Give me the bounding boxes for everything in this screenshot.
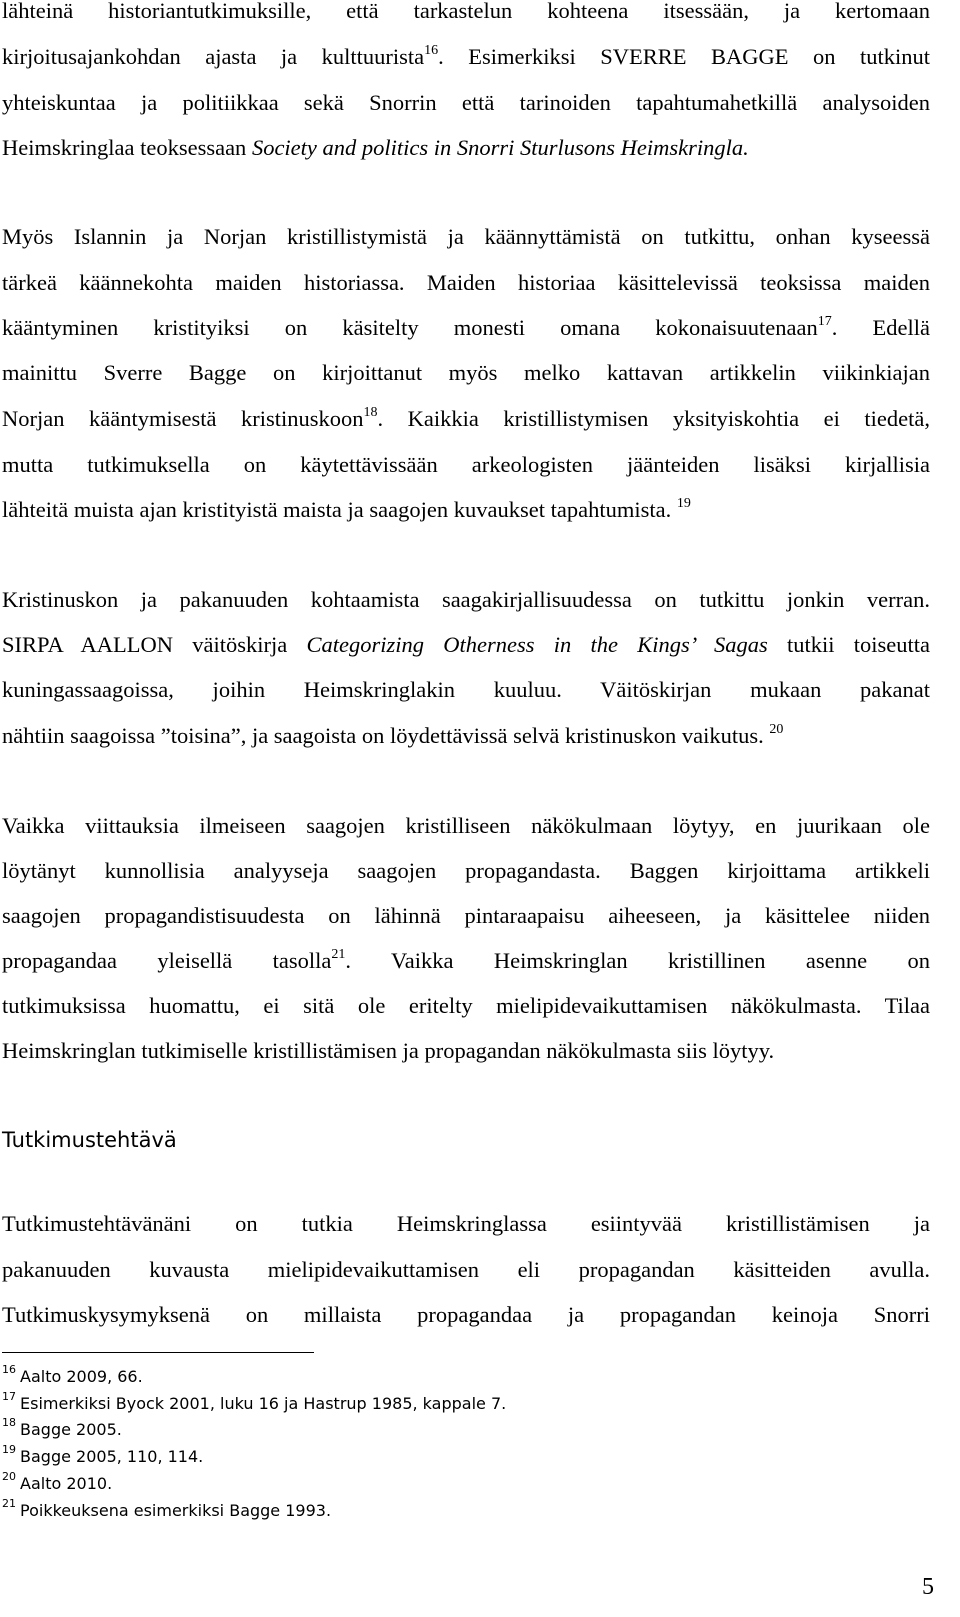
text-line: pakanuuden kuvausta mielipidevaikuttamisen eli propagandan käsitteiden avulla. (2, 1257, 930, 1282)
footnote-ref[interactable]: 18 (363, 404, 378, 420)
text-line: kirjoitusajankohdan ajasta ja kulttuurista$^{16}$. Esimerkiksi SVERRE BAGGE on tutkinut (2, 42, 930, 69)
footnote (2, 1442, 204, 1469)
footnote-ref[interactable]: 19 (676, 495, 691, 511)
footnote-number: 16 (2, 1362, 16, 1376)
text-line: Norjan kääntymisestä kristinuskoon$^{18}$. Kaikkia kristillistymisen yksityiskohtia ei tiedetä, (2, 404, 930, 431)
text-line: Tutkimuskysymyksenä on millaista propagandaa ja propagandan keinoja Snorri (2, 1302, 930, 1327)
footnote-ref[interactable]: 21 (331, 946, 346, 962)
footnote-separator (2, 1352, 314, 1353)
footnote-text: Bagge 2005. (20, 1420, 122, 1439)
text-line: lähteitä muista ajan kristityistä maista ja saagojen kuvaukset tapahtumista. $^{19}$ (2, 495, 691, 522)
footnote-text: Bagge 2005, 110, 114. (20, 1447, 204, 1466)
footnote-text: Aalto 2009, 66. (20, 1367, 143, 1386)
footnote (2, 1415, 122, 1442)
text-line: lähteinä historiantutkimuksille, että tarkastelun kohteena itsessään, ja kertomaan (2, 0, 930, 23)
text-line: Heimskringlan tutkimiselle kristillistämisen ja propagandan näkökulmasta siis löytyy. (2, 1038, 775, 1063)
footnote-text: Esimerkiksi Byock 2001, luku 16 ja Hastrup 1985, kappale 7. (20, 1394, 507, 1413)
text-line: kääntyminen kristityiksi on käsitelty monesti omana kokonaisuutenaan$^{17}$. Edellä (2, 313, 930, 340)
footnote-ref[interactable]: 20 (769, 721, 784, 737)
text-line: Heimskringlaa teoksessaan Society and politics in Snorri Sturlusons Heimskringla. (2, 135, 749, 160)
footnote-number: 20 (2, 1469, 16, 1483)
text-line: Vaikka viittauksia ilmeiseen saagojen kristilliseen näkökulmaan löytyy, en juurikaan ole (2, 813, 930, 838)
text-line: löytänyt kunnollisia analyyseja saagojen propagandasta. Baggen kirjoittama artikkeli (2, 858, 930, 883)
book-title: Categorizing Otherness in the Kings’ Sagas (306, 632, 768, 657)
book-title: Society and politics in Snorri Sturlusons Heimskringla. (251, 135, 749, 160)
text-line: mutta tutkimuksella on käytettävissään arkeologisten jäänteiden lisäksi kirjallisia (2, 452, 930, 477)
footnote-text: Poikkeuksena esimerkiksi Bagge 1993. (20, 1501, 332, 1520)
footnote-text: Aalto 2010. (20, 1474, 113, 1493)
footnote (2, 1389, 507, 1416)
text-line: tutkimuksissa huomattu, ei sitä ole eritelty mielipidevaikuttamisen näkökulmasta. Tilaa (2, 993, 930, 1018)
text-line: propagandaa yleisellä tasolla$^{21}$. Vaikka Heimskringlan kristillinen asenne on (2, 946, 930, 973)
section-heading: Tutkimustehtävä (2, 1128, 177, 1152)
footnote (2, 1496, 332, 1523)
footnote-number: 19 (2, 1442, 16, 1456)
text-line: yhteiskuntaa ja politiikkaa sekä Snorrin että tarinoiden tapahtumahetkillä analysoiden (2, 90, 930, 115)
text-line: saagojen propagandistisuudesta on lähinnä pintaraapaisu aiheeseen, ja käsittelee niiden (2, 903, 930, 928)
footnote-number: 18 (2, 1415, 16, 1429)
text-line: tärkeä käännekohta maiden historiassa. Maiden historiaa käsittelevissä teoksissa maiden (2, 270, 930, 295)
text-line: nähtiin saagoissa ”toisina”, ja saagoista on löydettävissä selvä kristinuskon vaikutus. $^{20}$ (2, 721, 784, 748)
footnote-ref[interactable]: 17 (817, 313, 832, 329)
text-line: mainittu Sverre Bagge on kirjoittanut myös melko kattavan artikkelin viikinkiajan (2, 360, 930, 385)
text-line: SIRPA AALLON väitöskirja Categorizing Otherness in the Kings’ Sagas tutkii toiseutta (2, 632, 930, 657)
footnote (2, 1362, 143, 1389)
text-line: Kristinuskon ja pakanuuden kohtaamista saagakirjallisuudessa on tutkittu jonkin verran. (2, 587, 930, 612)
footnote (2, 1469, 113, 1496)
footnote-number: 17 (2, 1389, 16, 1403)
text-line: Myös Islannin ja Norjan kristillistymistä ja käännyttämistä on tutkittu, onhan kyseessä (2, 224, 930, 249)
footnote-ref[interactable]: 16 (424, 42, 439, 58)
text-line: kuningassaagoissa, joihin Heimskringlakin kuuluu. Väitöskirjan mukaan pakanat (2, 677, 930, 702)
footnote-number: 21 (2, 1496, 16, 1510)
page-number: 5 (922, 1574, 934, 1600)
text-line: Tutkimustehtävänäni on tutkia Heimskringlassa esiintyvää kristillistämisen ja (2, 1211, 930, 1236)
